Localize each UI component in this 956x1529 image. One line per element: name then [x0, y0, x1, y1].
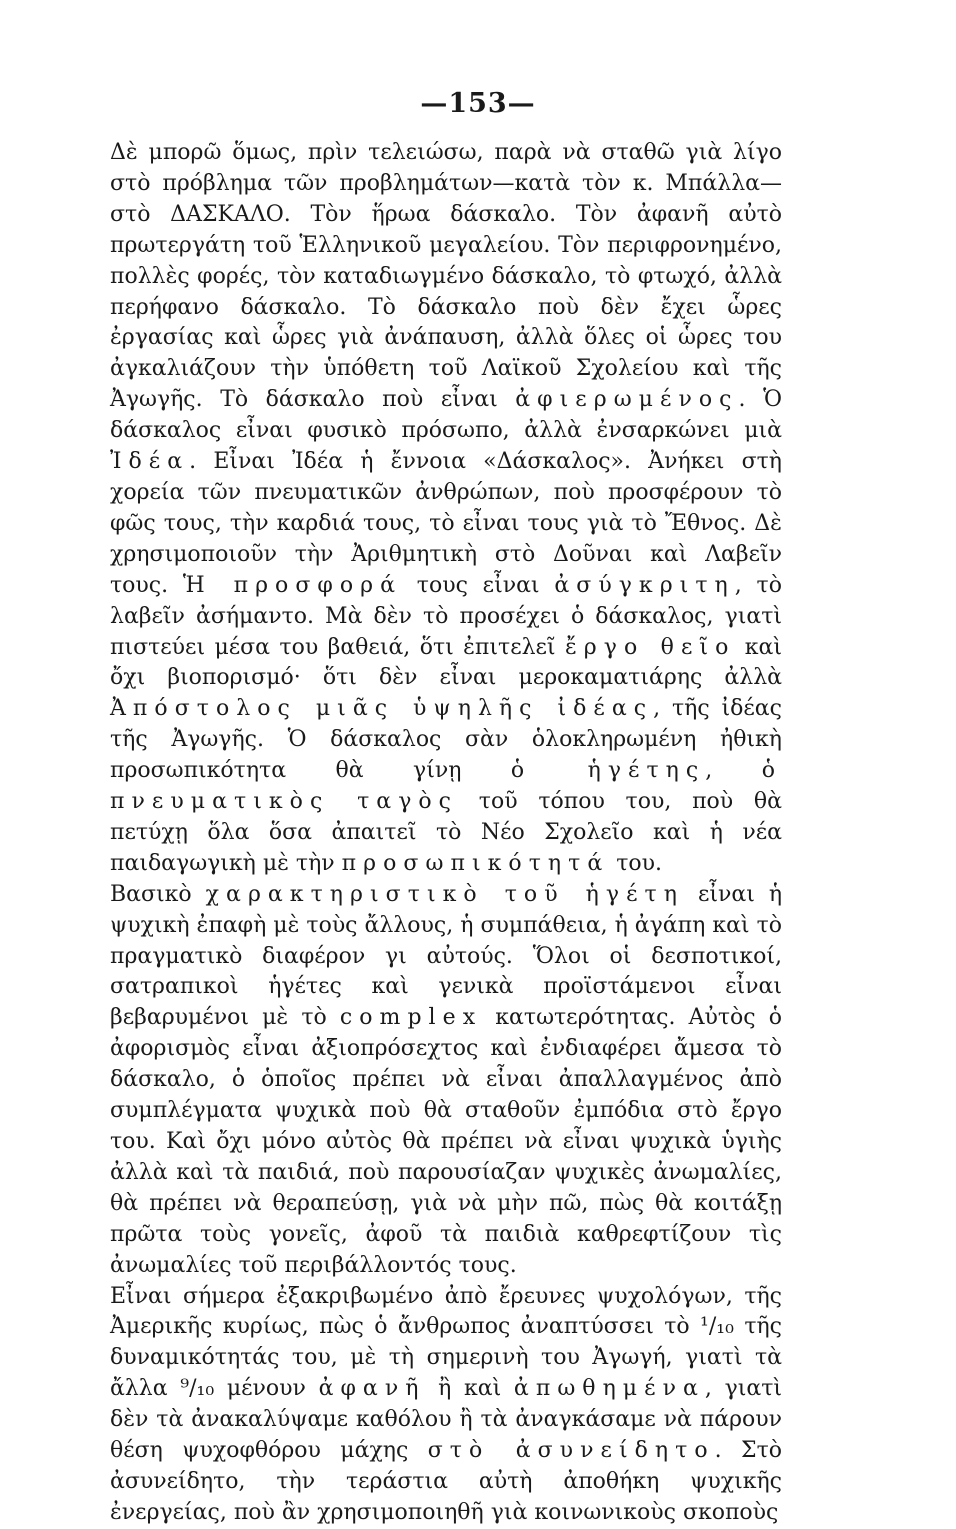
spaced-emphasis: ἀπωθημένα	[513, 1376, 705, 1402]
text-run: κατωτερότητας. Αὐτὸς ὁ ἀφορισμὸς εἶναι ἀξιοπρόσεχτος καὶ ἐνδιαφέρει ἄμεσα τὸ δάσκαλο, ὁ ὁποῖος πρέπει νὰ εἶναι ἀπαλλαγμένος ἀπὸ συμπλέγματα ψυχικὰ ποὺ θὰ σταθοῦν ἐμπόδια στὸ ἔργο του. Καὶ ὄχι μόνο αὐτὸς θὰ πρέπει νὰ εἶναι ψυχικὰ ὑγιὴς ἀλλὰ καὶ τὰ παιδιά, ποὺ παρουσίαζαν ψυχικὲς ἀνωμαλίες, θὰ πρέπει νὰ θεραπεύσῃ, γιὰ νὰ μὴν πῶ, πὼς θὰ κοιτάξῃ πρῶτα τοὺς γονεῖς, ἀφοῦ τὰ παιδιὰ καθρεφτίζουν τὶς ἀνωμαλίες τοῦ περιβάλλοντός τους.	[110, 1005, 782, 1278]
text-run: Εἶναι σήμερα ἐξακριβωμένο ἀπὸ ἔρευνες ψυχολόγων, τῆς Ἀμερικῆς κυρίως, πὼς ὁ ἄνθρωπος ἀναπτύσσει τὸ ¹/₁₀ τῆς δυναμικότητάς του, μὲ τὴ σημερινὴ του Ἀγωγή, γιατὶ τὰ ἄλλα ⁹/₁₀ μένουν	[110, 1283, 782, 1402]
text-run: , τῆς ἰδέας τῆς Ἀγωγῆς. Ὁ δάσκαλος σὰν ὁλοκληρωμένη ἠθικὴ προσωπικότητα θὰ γίνῃ	[110, 696, 782, 784]
text-run: . Εἶναι Ἰδέα ἡ ἔννοια «Δάσκαλος». Ἀνήκει στὴ χορεία τῶν πνευματικῶν ἀνθρώπων, ποὺ προσφέρουν τὸ φῶς τους, τὴν καρδιά τους, τὸ εἶναι τους γιὰ τὸ Ἔθνος. Δὲ χρησιμοποιοῦν τὴν Ἀριθμητικὴ στὸ Δοῦναι καὶ Λαβεῖν τους.	[110, 449, 782, 598]
spaced-emphasis: στὸ ἀσυνείδητο	[427, 1438, 715, 1464]
spaced-emphasis: ἀφανῆ	[318, 1376, 426, 1402]
page-number: —153—	[420, 88, 536, 119]
spaced-emphasis: ὁ πνευματικὸς ταγὸς	[110, 758, 782, 815]
spaced-emphasis: Ἀπόστολος μιᾶς ὑψηλῆς ἰδέας	[110, 696, 654, 722]
text-run: Βασικὸ	[110, 881, 206, 907]
text-run: ἢ καὶ	[425, 1376, 514, 1402]
text-run: , τὸ λαβεῖν ἀσήμαντο. Μὰ δὲν τὸ προσέχει ὁ δάσκαλος, γιατὶ πιστεύει μέσα του βαθειά, ὅτι ἐπιτελεῖ	[110, 572, 782, 660]
paragraph	[110, 138, 782, 880]
spaced-emphasis: Ἡ προσφορά	[182, 572, 402, 598]
spaced-emphasis: Ἰδέα	[110, 449, 190, 475]
spaced-emphasis: ἀσύγκριτη	[554, 572, 735, 598]
text-run: , γιατὶ δὲν τὰ ἀνακαλύψαμε καθόλου ἢ τὰ ἀναγκάσαμε νὰ πάρουν θέση ψυχοφθόρου μάχης	[110, 1376, 782, 1464]
paragraph	[110, 880, 782, 1282]
spaced-emphasis: ἀφιερωμένος	[515, 387, 739, 413]
text-run: τους εἶναι	[402, 572, 555, 598]
spaced-emphasis: προσωπικότητά	[341, 850, 610, 876]
text-run: εἶναι ἡ ψυχικὴ ἐπαφὴ μὲ τοὺς ἄλλους, ἡ συμπάθεια, ἡ ἀγάπη καὶ τὸ πραγματικὸ διαφέρον γι αὐτούς. Ὅλοι οἱ δεσποτικοί, σατραπικοὶ ἡγέτες καὶ γενικὰ προϊστάμενοι εἶναι βεβαρυμένοι μὲ τὸ	[110, 881, 783, 1031]
text-run: . Στὸ ἀσυνείδητο, τὴν τεράστια αὐτὴ ἀποθήκη ψυχικῆς ἐνεργείας, ποὺ ἂν χρησιμοποιηθῆ γιὰ κοινωνικοὺς σκοποὺς	[110, 1438, 782, 1525]
text-run: τοῦ τόπου του, ποὺ θὰ πετύχῃ ὅλα ὅσα ἀπαιτεῖ τὸ Νέο Σχολεῖο καὶ ἡ νέα παιδαγωγικὴ μὲ τὴν	[110, 789, 782, 876]
body-text	[110, 138, 782, 1529]
spaced-emphasis: χαρακτηριστικὸ τοῦ ἡγέτη	[205, 881, 684, 907]
text-run: ,	[705, 758, 762, 784]
text-run: . Ὁ δάσκαλος εἶναι φυσικὸ πρόσωπο, ἀλλὰ ἐνσαρκώνει μιὰ	[110, 387, 782, 444]
text-run: Δὲ μπορῶ ὅμως, πρὶν τελειώσω, παρὰ νὰ σταθῶ γιὰ λίγο στὸ πρόβλημα τῶν προβλημάτων—κατὰ τὸν κ. Μπάλλα—στὸ ΔΑΣΚΑΛΟ. Τὸν ἥρωα δάσκαλο. Τὸν ἀφανῆ αὐτὸ πρωτεργάτη τοῦ Ἑλληνικοῦ μεγαλείου. Τὸν περιφρονημένο, πολλὲς φορές, τὸν καταδιωγμένο δάσκαλο, τὸ φτωχό, ἀλλὰ περήφανο δάσκαλο. Τὸ δάσκαλο ποὺ δὲν ἔχει ὧρες ἐργασίας καὶ ὧρες γιὰ ἀνάπαυση, ἀλλὰ ὅλες οἱ ὧρες του ἀγκαλιάζουν τὴν ὑπόθετη τοῦ Λαϊκοῦ Σχολείου καὶ τῆς Ἀγωγῆς. Τὸ δάσκαλο ποὺ εἶναι	[110, 140, 782, 413]
text-run: του.	[609, 850, 663, 876]
spaced-emphasis: ἔργο θεῖο	[564, 634, 736, 660]
spaced-emphasis: ὁ ἡγέτης	[510, 758, 706, 784]
spaced-emphasis: complex	[339, 1005, 483, 1031]
text-run: καὶ ὄχι βιοπορισμό· ὅτι δὲν εἶναι μεροκαματιάρης ἀλλὰ	[110, 634, 782, 691]
paragraph	[110, 1282, 782, 1529]
